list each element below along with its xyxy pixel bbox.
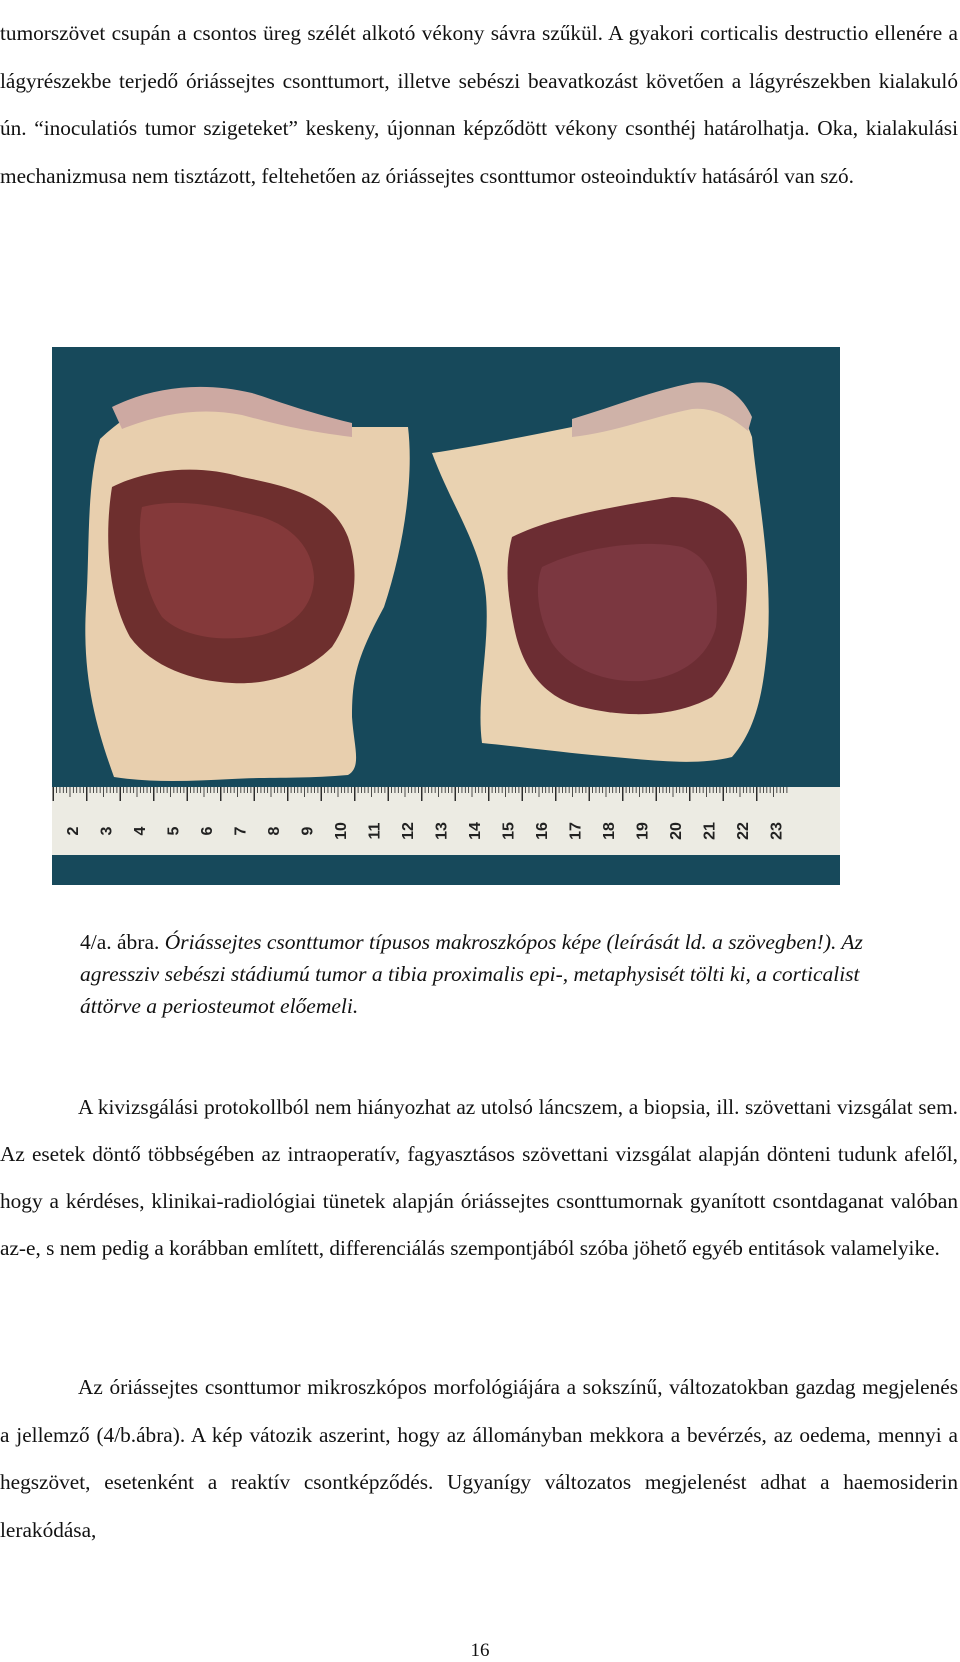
paragraph-top: tumorszövet csupán a csontos üreg szélét alkotó vékony sávra szűkül. A gyakori corticalis destructio ellenére a lágyrészekbe terjedő óriássejtes csonttumort, illetve sebészi beavatkozást követően a lágyrészekben kialakuló ún. “inoculatiós tumor szigeteket” keskeny, újonnan képződött vékony csonthéj határolhatja. Oka, kialakulási mechanizmusa nem tisztázott, feltehetően az óriássejtes csonttumor osteoinduktív hatásáról van szó. <box>0 21 958 188</box>
ruler-number: 15 <box>500 822 518 840</box>
ruler-number: 21 <box>701 822 719 840</box>
ruler <box>52 787 840 855</box>
paragraph-bottom <box>0 1364 958 1554</box>
ruler-number: 19 <box>634 822 652 840</box>
ruler-number: 2 <box>65 826 82 836</box>
figure-caption <box>80 926 900 1026</box>
ruler-number: 20 <box>668 822 685 840</box>
ruler-number: 23 <box>768 822 786 840</box>
specimen-photograph <box>52 347 840 885</box>
ruler-number: 22 <box>735 822 752 840</box>
ruler-number: 3 <box>98 826 116 836</box>
ruler-number: 10 <box>333 822 350 840</box>
caption-text: Óriássejtes csonttumor típusos makroszkópos képe (leírását ld. a szövegben!). Az agressziv sebészi stádiumú tumor a tibia proximalis epi-, metaphysisét tölti ki, a corticalist áttörve a periosteumot előemeli. <box>80 930 863 1018</box>
ruler-number: 11 <box>366 822 384 840</box>
ruler-number: 9 <box>299 826 317 836</box>
ruler-number: 14 <box>467 822 484 840</box>
ruler-number: 4 <box>132 826 149 836</box>
ruler-number: 5 <box>165 826 183 836</box>
caption-label: 4/a. ábra. <box>80 930 160 954</box>
ruler-number: 7 <box>232 826 250 836</box>
ruler-number: 16 <box>534 822 551 840</box>
paragraph-mid-text: A kivizsgálási protokollból nem hiányozhat az utolsó láncszem, a biopsia, ill. szövettani vizsgálat sem. Az esetek döntő többségében az intraoperatív, fagyasztásos szövettani vizsgálat alapján dönteni tudunk afelől, hogy a kérdéses, klinikai-radiológiai tünetek alapján óriássejtes csonttumornak gyanított csontdaganat valóban az-e, s nem pedig a korábban említett, differenciálás szempontjából szóba jöhető egyéb entitások valamelyike. <box>0 1095 958 1261</box>
ruler-number: 17 <box>567 822 585 840</box>
ruler-number: 12 <box>400 822 417 840</box>
ruler-number: 13 <box>433 822 451 840</box>
ruler-number: 18 <box>601 822 618 840</box>
page-number: 16 <box>470 1640 490 1661</box>
ruler-number: 8 <box>266 826 283 836</box>
paragraph-bottom-text: Az óriássejtes csonttumor mikroszkópos morfológiájára a sokszínű, változatokban gazdag megjelenés a jellemző (4/b.ábra). A kép vátozik aszerint, hogy az állományban mekkora a bevérzés, az oedema, mennyi a hegszövet, esetenként a reaktív csontképződés. Ugyanígy változatos megjelenést adhat a haemosiderin lerakódása, <box>0 1375 958 1542</box>
ruler-number: 6 <box>199 826 216 836</box>
paragraph-mid <box>0 1084 958 1272</box>
